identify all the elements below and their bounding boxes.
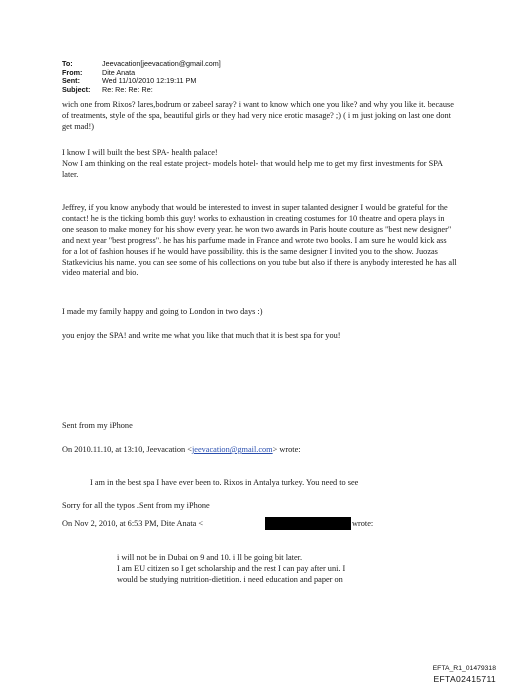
sorry-typos: Sorry for all the typos .Sent from my iPhone bbox=[62, 501, 210, 510]
from-value: Dite Anata bbox=[102, 67, 136, 77]
redaction-box bbox=[265, 517, 351, 530]
from-label: From: bbox=[62, 67, 83, 77]
sent-label: Sent: bbox=[62, 76, 80, 86]
paragraph-london: I made my family happy and going to London in two days :) bbox=[62, 307, 263, 316]
quoted-message: I am in the best spa I have ever been to. Rixos in Antalya turkey. You need to see bbox=[90, 478, 359, 487]
paragraph-spa-palace: I know I will built the best SPA- health palace! Now I am thinking on the real estate project- models hotel- that would help me to get my first investments for SPA later. bbox=[62, 148, 443, 179]
subject-value: Re: Re: Re: Re: bbox=[102, 84, 153, 94]
sent-from-iphone: Sent from my iPhone bbox=[62, 421, 133, 430]
paragraph-designer: Jeffrey, if you know anybody that would be interested to invest in super talanted designer I would be grateful for the contact! he is the ticking bomb this guy! works to exhaustion in creating costumes for 10 theatre and opera plays in one season to make money for his show every year. he won two awards in Paris houte couture as "best new designer" and next year "best progress". he has his parfume made in France and wrote two books. I am sure he would kick ass for a lot of fashion houses if he would have possibility. this is the same designer I invited you to the show. Juozas Statkevicius his name. you can see some of his collections on you tube but also if there is anybody interested he has all video material and bio. bbox=[62, 203, 457, 278]
subject-label: Subject: bbox=[62, 84, 91, 94]
to-label: To: bbox=[62, 59, 73, 68]
inner-quoted-message: i will not be in Dubai on 9 and 10. i ll be going bit later. I am EU citizen so I get scholarship and the rest I can pay after uni. I would be studying nutrition-dietition. i need education and paper on bbox=[117, 553, 346, 584]
paragraph-enjoy-spa: you enjoy the SPA! and write me what you like that much that it is best spa for you! bbox=[62, 331, 341, 340]
on-nov-line: On Nov 2, 2010, at 6:53 PM, Dite Anata < bbox=[62, 519, 204, 528]
email-header bbox=[62, 60, 221, 94]
email-link[interactable]: jeevacation@gmail.com bbox=[191, 445, 273, 454]
to-row bbox=[62, 60, 221, 69]
bates-number-small: EFTA_R1_01479318 bbox=[432, 665, 496, 672]
sent-value: Wed 11/10/2010 12:19:11 PM bbox=[102, 76, 197, 86]
bates-number-large: EFTA02415711 bbox=[433, 674, 496, 684]
to-value: Jeevacation[jeevacation@gmail.com] bbox=[102, 59, 221, 68]
subject-row bbox=[62, 86, 221, 95]
paragraph-rixos: wich one from Rixos? lares,bodrum or zabeel saray? i want to know which one you like? and why you like it. because of treatments, style of the spa, beautiful girls or they had very nice erotic masage? ;) ( i m just joking on last one dont get mad!) bbox=[62, 100, 454, 131]
quote-intro: On 2010.11.10, at 13:10, Jeevacation <jeevacation@gmail.com> wrote: bbox=[62, 445, 301, 454]
on-nov-wrote: wrote: bbox=[352, 519, 374, 528]
